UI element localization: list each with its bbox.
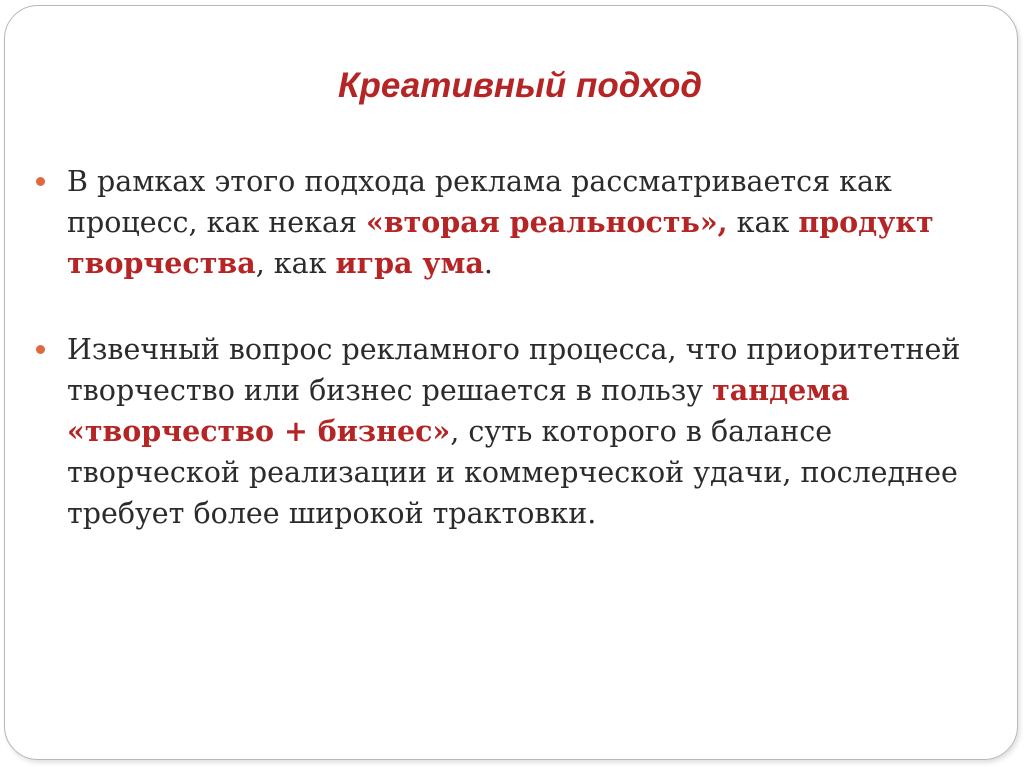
text-segment: , суть которого в балансе творческой реализации и коммерческой удачи, последнее требует более широкой трактовки. (67, 415, 958, 530)
bullet-item (35, 161, 990, 284)
bullet-item (35, 329, 990, 534)
text-segment: Извечный вопрос рекламного процесса, что приоритетней творчество или бизнес решается в пользу (67, 333, 961, 407)
highlight-segment: игра ума (335, 246, 484, 280)
bullet-dot-icon (36, 177, 45, 186)
highlight-segment: тандема «творчество + бизнес» (67, 373, 850, 448)
text-segment: как (727, 206, 799, 239)
bullet-text (67, 333, 960, 530)
text-segment: , как (255, 247, 336, 280)
text-segment: В рамках этого подхода реклама рассматривается как процесс, как некая (67, 165, 892, 239)
text-segment: . (483, 247, 493, 280)
bullet-text (67, 165, 934, 280)
bullet-dot-icon (36, 345, 45, 354)
highlight-segment: продукт творчества (67, 205, 934, 280)
highlight-segment: «вторая реальность», (366, 205, 728, 239)
slide-title: Креативный подход (337, 66, 703, 105)
bullet-list (35, 161, 990, 534)
